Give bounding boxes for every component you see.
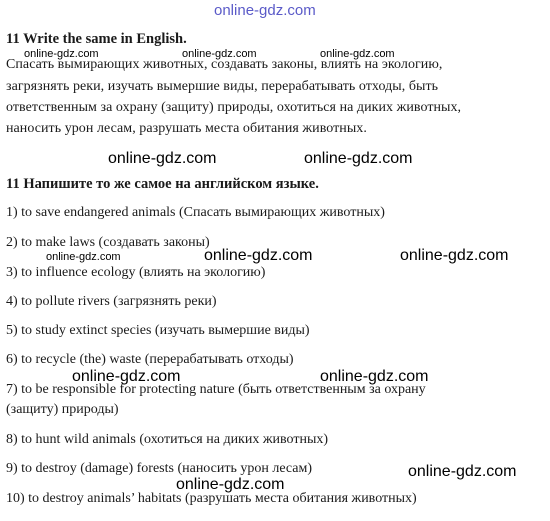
watermark-top: online-gdz.com (214, 2, 316, 19)
task-text-line: загрязнять реки, изучать вымершие виды, перерабатывать отходы, быть (6, 79, 439, 94)
watermark: online-gdz.com (204, 247, 313, 264)
answer-item: 10) to destroy animals’ habitats (разрушать места обитания животных) (6, 491, 417, 506)
watermark: online-gdz.com (320, 368, 429, 385)
task-text-line: Спасать вымирающих животных, создавать законы, влиять на экологию, (6, 57, 443, 72)
watermark: online-gdz.com (72, 368, 181, 385)
answer-item: 3) to influence ecology (влиять на экологию) (6, 265, 266, 280)
watermark: online-gdz.com (46, 251, 121, 263)
answer-item: 2) to make laws (создавать законы) (6, 235, 210, 250)
answer-item: 8) to hunt wild animals (охотиться на диких животных) (6, 432, 329, 447)
watermark: online-gdz.com (400, 247, 509, 264)
answer-item: 6) to recycle (the) waste (перерабатывать отходы) (6, 352, 294, 367)
task-heading-ru: 11 Напишите то же самое на английском языке. (6, 176, 319, 192)
answer-item: 9) to destroy (damage) forests (наносить урон лесам) (6, 461, 313, 476)
watermark: online-gdz.com (182, 48, 257, 60)
task-text-line: ответственным за охрану (защиту) природы, охотиться на диких животных, (6, 100, 462, 115)
watermark: online-gdz.com (24, 48, 99, 60)
watermark: online-gdz.com (320, 48, 395, 60)
watermark: online-gdz.com (176, 476, 285, 493)
watermark: online-gdz.com (304, 150, 413, 167)
watermark: online-gdz.com (408, 463, 517, 480)
task-text-line: наносить урон лесам, разрушать места обитания животных. (6, 121, 367, 136)
watermark: online-gdz.com (108, 150, 217, 167)
answer-item-continued: (защиту) природы) (6, 402, 119, 417)
answer-item: 7) to be responsible for protecting nature (быть ответственным за охрану (6, 382, 426, 397)
answer-item: 5) to study extinct species (изучать вымершие виды) (6, 323, 310, 338)
task-heading-en: 11 Write the same in English. (6, 31, 187, 47)
answer-item: 1) to save endangered animals (Спасать вымирающих животных) (6, 205, 385, 220)
answer-item: 4) to pollute rivers (загрязнять реки) (6, 294, 217, 309)
